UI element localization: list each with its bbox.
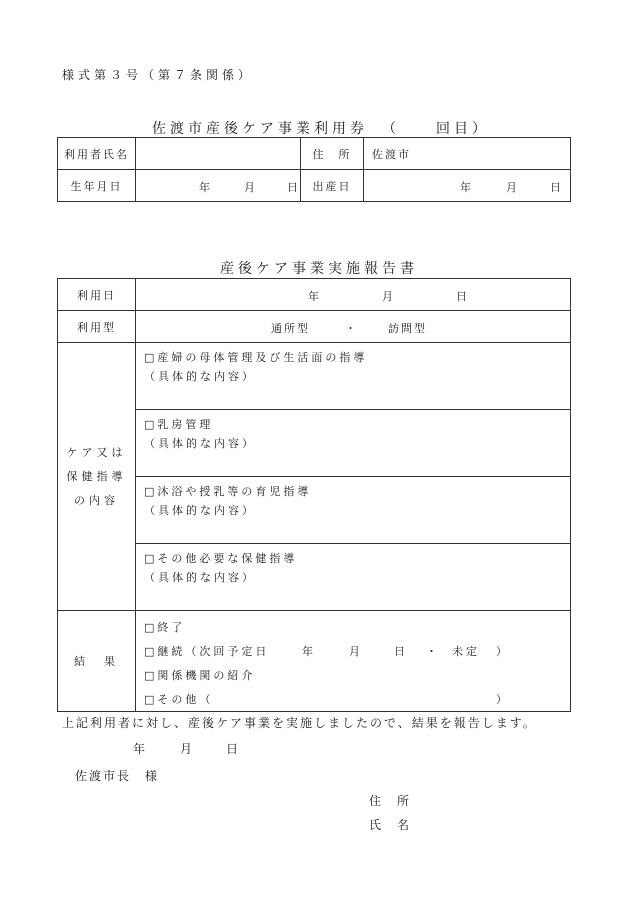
form-number: 様式第３号（第７条関係）	[62, 68, 255, 82]
next-day: 日	[394, 645, 408, 658]
care-item-detail: （具体的な内容）	[144, 437, 256, 450]
checkbox-icon[interactable]: □	[144, 645, 158, 658]
care-item-title: その他必要な保健指導	[157, 552, 298, 565]
report-year: 年	[133, 742, 146, 756]
next-year: 年	[302, 645, 316, 658]
result-label: 結 果	[58, 611, 136, 712]
checkbox-icon[interactable]: □	[144, 693, 158, 706]
delivery-date-field[interactable]	[364, 170, 571, 202]
use-type-field[interactable]	[136, 311, 571, 343]
use-month: 月	[382, 290, 393, 303]
result-item-other[interactable]: □その他（ ）	[144, 693, 510, 706]
use-date-field[interactable]	[136, 279, 571, 311]
report-statement: 上記利用者に対し、産後ケア事業を実施しましたので、結果を報告します。	[62, 716, 537, 730]
next-month: 月	[349, 645, 363, 658]
birth-month: 月	[244, 181, 255, 194]
care-item-2[interactable]	[136, 410, 570, 477]
use-type-visit[interactable]: 訪問型	[388, 322, 427, 335]
care-item-detail: （具体的な内容）	[144, 571, 256, 584]
checkbox-icon[interactable]: □	[144, 552, 158, 565]
care-items	[136, 343, 571, 611]
address-field[interactable]: 佐渡市	[364, 138, 571, 170]
ticket-count: （ 回目）	[382, 121, 490, 137]
report-table	[57, 278, 571, 712]
delivery-day: 日	[550, 181, 561, 194]
use-type-day[interactable]: 通所型	[271, 322, 310, 335]
care-item-title: 乳房管理	[157, 418, 214, 431]
user-name-field[interactable]	[136, 138, 301, 170]
care-item-detail: （具体的な内容）	[144, 504, 256, 517]
report-title: 産後ケア事業実施報告書	[220, 261, 418, 277]
addressee: 佐渡市長 様	[75, 769, 160, 783]
next-separator: ・	[426, 645, 440, 658]
care-label	[58, 343, 136, 611]
report-day: 日	[226, 742, 239, 756]
result-item-referral[interactable]: □関係機関の紹介	[144, 669, 256, 682]
delivery-year: 年	[460, 181, 471, 194]
checkbox-icon[interactable]: □	[144, 351, 158, 364]
result-items	[136, 611, 571, 712]
checkbox-icon[interactable]: □	[144, 485, 158, 498]
delivery-month: 月	[506, 181, 517, 194]
birthdate-field[interactable]	[136, 170, 301, 202]
checkbox-icon[interactable]: □	[144, 621, 158, 634]
care-item-title: 産婦の母体管理及び生活面の指導	[157, 351, 368, 364]
care-item-1[interactable]	[136, 343, 570, 410]
other-close-paren: ）	[496, 693, 510, 706]
care-label-line2: 保健指導	[66, 469, 127, 483]
checkbox-icon[interactable]: □	[144, 669, 158, 682]
care-item-detail: （具体的な内容）	[144, 370, 256, 383]
use-type-label: 利用型	[58, 311, 136, 343]
checkbox-icon[interactable]: □	[144, 418, 158, 431]
use-year: 年	[308, 290, 319, 303]
result-item-continue[interactable]: □継続（次回予定日 年 月 日 ・ 未定 ）	[144, 645, 510, 658]
next-undecided: 未定	[452, 645, 480, 658]
address-label: 住 所	[301, 138, 364, 170]
care-label-line3: の内容	[74, 493, 119, 507]
ticket-title: 佐渡市産後ケア事業利用券	[152, 121, 368, 137]
birthdate-label: 生年月日	[58, 170, 136, 202]
reporter-name-label: 氏 名	[369, 818, 412, 832]
care-item-4[interactable]	[136, 544, 570, 610]
birth-day: 日	[287, 181, 298, 194]
birth-year: 年	[199, 181, 210, 194]
care-item-3[interactable]	[136, 477, 570, 544]
delivery-date-label: 出産日	[301, 170, 364, 202]
report-month: 月	[180, 742, 193, 756]
care-label-line1: ケア又は	[66, 445, 127, 459]
use-type-separator: ・	[345, 322, 356, 335]
user-name-label: 利用者氏名	[58, 138, 136, 170]
use-date-label: 利用日	[58, 279, 136, 311]
reporter-address-label: 住 所	[369, 794, 412, 808]
next-close-paren: ）	[496, 645, 510, 658]
ticket-table	[57, 137, 571, 202]
care-item-title: 沐浴や授乳等の育児指導	[157, 485, 312, 498]
use-day: 日	[456, 290, 467, 303]
result-item-finished[interactable]: □終了	[144, 621, 186, 634]
